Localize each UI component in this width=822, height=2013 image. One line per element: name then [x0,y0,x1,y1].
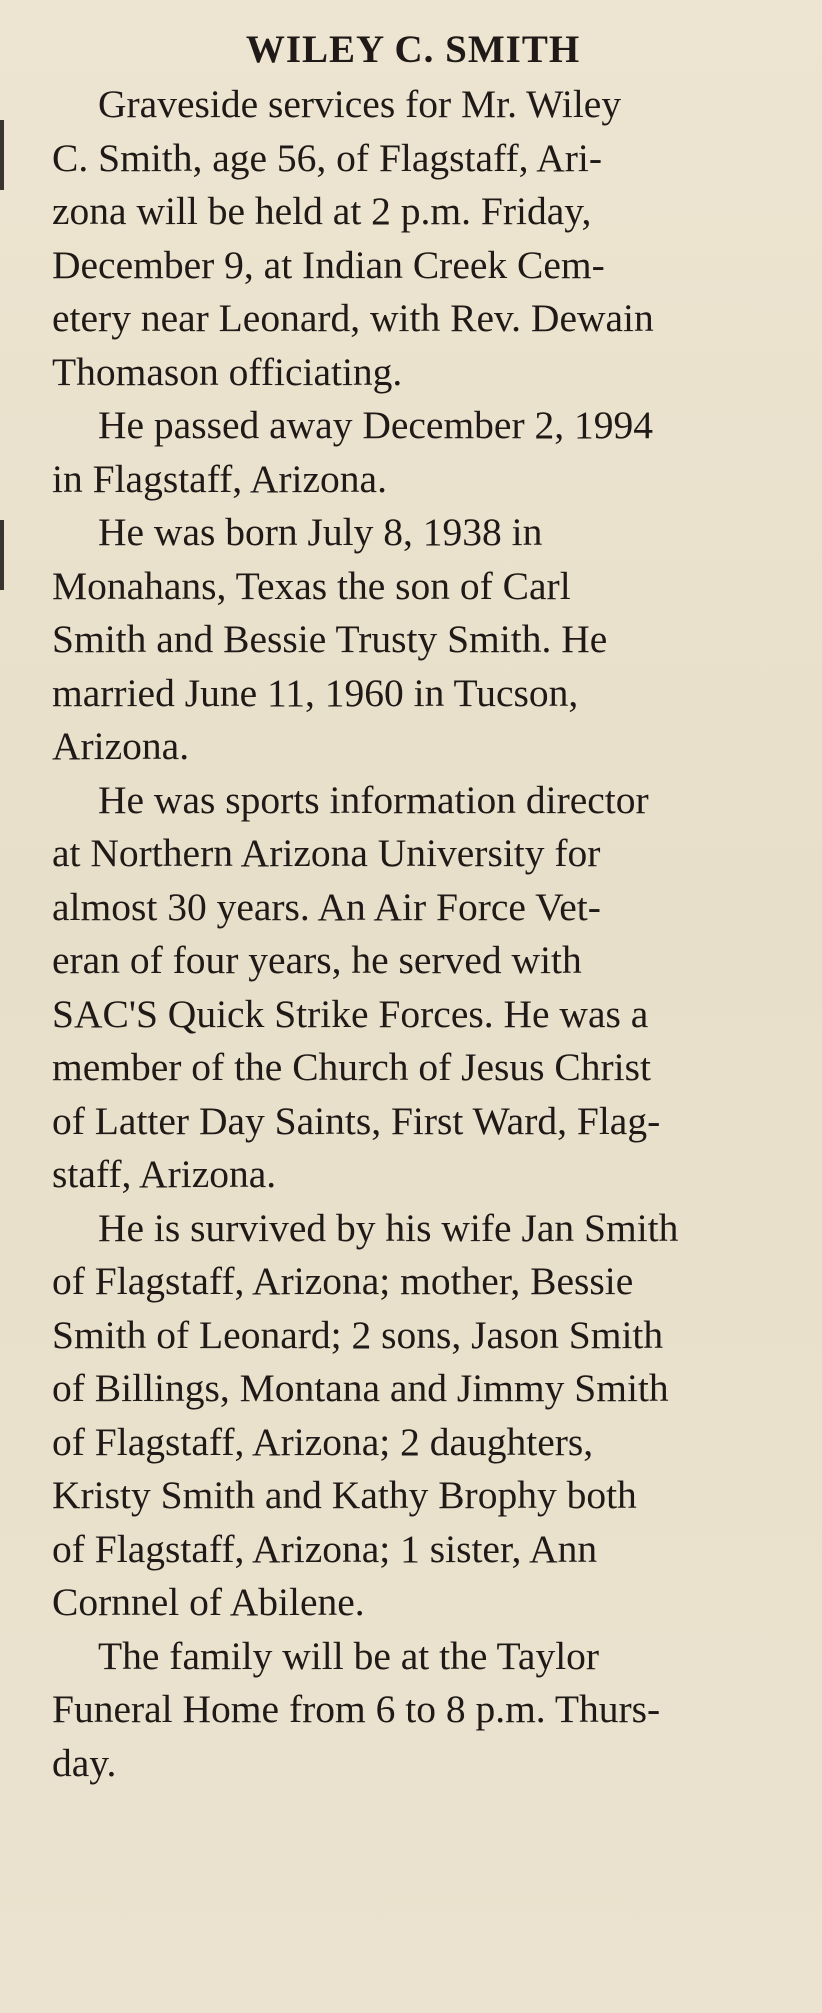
text-line: staff, Arizona. [52,1152,277,1196]
text-line: Cornnel of Abilene. [52,1580,365,1624]
text-line: Smith of Leonard; 2 sons, Jason Smith [52,1312,664,1357]
text-line: He was born July 8, 1938 in [98,510,543,554]
paragraph-death [52,399,774,506]
text-line: SAC'S Quick Strike Forces. He was a [52,991,649,1036]
text-line: Monahans, Texas the son of Carl [52,563,571,608]
text-line: in Flagstaff, Arizona. [52,456,387,501]
text-line: of Flagstaff, Arizona; 2 daughters, [52,1419,594,1464]
text-line: The family will be at the Taylor [98,1633,600,1678]
text-line: of Latter Day Saints, First Ward, Flag- [52,1098,661,1143]
text-line: of Flagstaff, Arizona; mother, Bessie [52,1259,634,1303]
text-line: of Billings, Montana and Jimmy Smith [52,1366,669,1410]
text-line: He passed away December 2, 1994 [98,403,653,447]
text-line: almost 30 years. An Air Force Vet- [52,884,601,929]
obituary-headline: WILEY C. SMITH [245,28,581,71]
obituary-body [52,78,774,1790]
left-edge-mark [0,520,4,590]
paragraph-survivors [52,1202,774,1630]
text-line: married June 11, 1960 in Tucson, [52,670,579,715]
text-line: at Northern Arizona University for [52,831,601,875]
text-line: He was sports information director [98,777,649,822]
text-line: Smith and Bessie Trusty Smith. He [52,617,608,661]
text-line: C. Smith, age 56, of Flagstaff, Ari- [52,135,603,180]
text-line: day. [52,1740,117,1785]
text-line: member of the Church of Jesus Christ [52,1045,651,1089]
text-line: eran of four years, he served with [52,938,582,982]
paragraph-birth [52,506,774,774]
text-line: He is survived by his wife Jan Smith [98,1205,679,1250]
left-edge-mark [0,120,4,190]
text-line: Graveside services for Mr. Wiley [98,82,622,126]
text-line: Kristy Smith and Kathy Brophy both [52,1473,637,1517]
text-line: December 9, at Indian Creek Cem- [52,242,605,287]
text-line: Arizona. [52,724,190,768]
paragraph-visitation [52,1630,774,1791]
text-line: Funeral Home from 6 to 8 p.m. Thurs- [52,1687,661,1731]
paragraph-services [52,78,774,399]
paragraph-career [52,774,774,1202]
text-line: zona will be held at 2 p.m. Friday, [52,189,592,233]
text-line: of Flagstaff, Arizona; 1 sister, Ann [52,1526,598,1571]
text-line: Thomason officiating. [52,349,403,394]
text-line: etery near Leonard, with Rev. Dewain [52,296,654,340]
